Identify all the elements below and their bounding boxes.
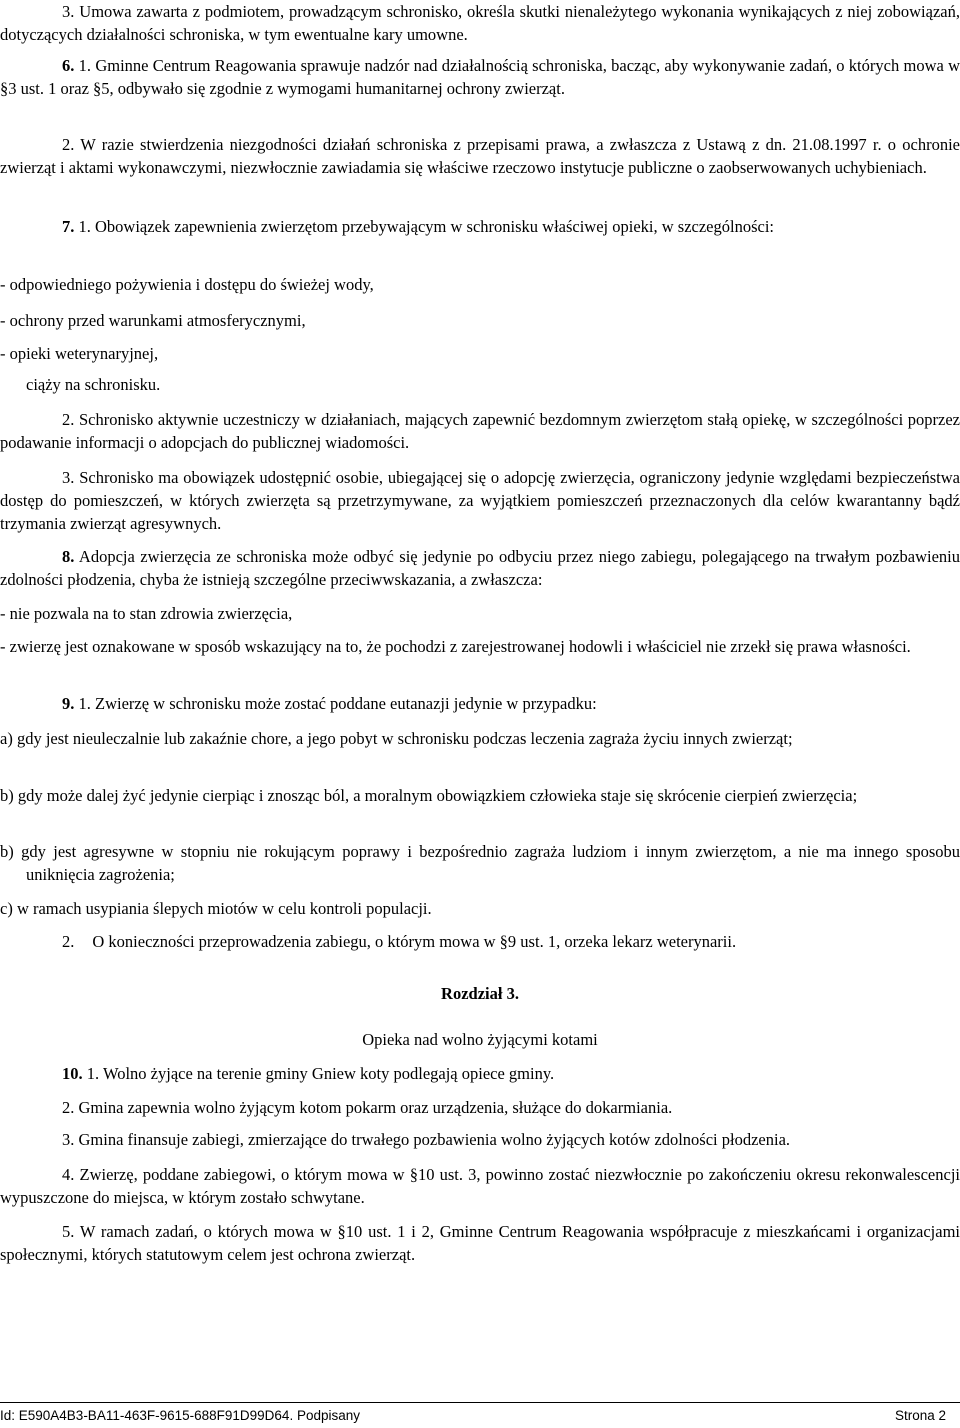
list-item: c) w ramach usypiania ślepych miotów w celu kontroli populacji.	[0, 899, 432, 918]
list-item: b) gdy jest agresywne w stopniu nie rokującym poprawy i bezpośrednio zagraża ludziom i innym zwierzętom, a nie ma innego sposobu uniknięcia zagrożenia;	[0, 842, 960, 884]
chapter-subtitle: Opieka nad wolno żyjącymi kotami	[362, 1030, 598, 1049]
list-item: - zwierzę jest oznakowane w sposób wskazujący na to, że pochodzi z zarejestrowanej hodowli i właściciel nie zrzekł się prawa własności.	[0, 637, 911, 656]
section-10-paragraph-4: 4. Zwierzę, poddane zabiegowi, o którym mowa w §10 ust. 3, powinno zostać niezwłocznie po zakończeniu okresu rekonwalescencji wypuszczone do miejsca, w którym zostało schwytane.	[0, 1165, 960, 1207]
list-item: - opieki weterynaryjnej,	[0, 344, 159, 363]
section-6-paragraph-2: 2. W razie stwierdzenia niezgodności działań schroniska z przepisami prawa, a zwłaszcza z Ustawą z dn. 21.08.1997 r. o ochronie zwierząt i aktami wykonawczymi, niezwłocznie zawiadamia się właściwe rzeczowo instytucje publiczne o zaobserwowanych uchybieniach.	[0, 135, 960, 177]
section-number: 9.	[62, 694, 75, 713]
list-tail: ciąży na schronisku.	[26, 375, 161, 394]
list-item: - ochrony przed warunkami atmosferycznymi,	[0, 311, 306, 330]
section-10-paragraph-5: 5. W ramach zadań, o których mowa w §10 ust. 1 i 2, Gminne Centrum Reagowania współpracuje z mieszkańcami i organizacjami społecznymi, których statutowym celem jest ochrona zwierząt.	[0, 1222, 960, 1264]
footer-divider	[0, 1402, 960, 1403]
section-8-paragraph-1: 8. Adopcja zwierzęcia ze schroniska może odbyć się jedynie po odbyciu przez niego zabiegu, polegającego na trwałym pozbawieniu zdolności płodzenia, chyba że istnieją szczególne przeciwwskazania, a zwłaszcza:	[0, 547, 960, 589]
section-number: 7.	[62, 217, 75, 236]
section-10-paragraph-1: 10. 1. Wolno żyjące na terenie gminy Gniew koty podlegają opiece gminy.	[62, 1064, 555, 1083]
document-id: Id: E590A4B3-BA11-463F-9615-688F91D99D64. Podpisany	[0, 1408, 360, 1423]
chapter-title: Rozdział 3.	[441, 984, 519, 1003]
list-item: b) gdy może dalej żyć jedynie cierpiąc i znosząc ból, a moralnym obowiązkiem człowieka staje się skrócenie cierpień zwierzęcia;	[0, 786, 858, 805]
section-9-paragraph-2: 2. O konieczności przeprowadzenia zabiegu, o którym mowa w §9 ust. 1, orzeka lekarz weterynarii.	[62, 932, 737, 951]
section-number: 10.	[62, 1064, 83, 1083]
paragraph-umowa: 3. Umowa zawarta z podmiotem, prowadzącym schronisko, określa skutki nienależytego wykonania wynikających z niej zobowiązań, dotyczących działalności schroniska, w tym ewentualne kary umowne.	[0, 2, 960, 44]
section-10-paragraph-2: 2. Gmina zapewnia wolno żyjącym kotom pokarm oraz urządzenia, służące do dokarmiania.	[62, 1098, 673, 1117]
section-7-paragraph-1: 7. 1. Obowiązek zapewnienia zwierzętom przebywającym w schronisku właściwej opieki, w szczególności:	[62, 217, 774, 236]
list-item: - odpowiedniego pożywienia i dostępu do świeżej wody,	[0, 275, 374, 294]
section-10-paragraph-3: 3. Gmina finansuje zabiegi, zmierzające do trwałego pozbawienia wolno żyjących kotów zdolności płodzenia.	[62, 1130, 791, 1149]
section-6-paragraph-1: 6. 1. Gminne Centrum Reagowania sprawuje nadzór nad działalnością schroniska, bacząc, aby wykonywanie zadań, o których mowa w §3 ust. 1 oraz §5, odbywało się zgodnie z wymogami humanitarnej ochrony zwierząt.	[0, 56, 960, 98]
page-number: Strona 2	[894, 1408, 946, 1423]
section-number: 8.	[62, 547, 75, 566]
section-7-paragraph-2: 2. Schronisko aktywnie uczestniczy w działaniach, mających zapewnić bezdomnym zwierzętom stałą opiekę, w szczególności poprzez podawanie informacji o adopcjach do publicznej wiadomości.	[0, 410, 960, 452]
section-7-paragraph-3: 3. Schronisko ma obowiązek udostępnić osobie, ubiegającej się o adopcję zwierzęcia, ograniczony jedynie względami bezpieczeństwa dostęp do pomieszczeń, w których zwierzęta są przetrzymywane, za wyjątkiem pomieszczeń przeznaczonych dla celów kwarantanny bądź trzymania zwierząt agresywnych.	[0, 468, 960, 533]
list-item: - nie pozwala na to stan zdrowia zwierzęcia,	[0, 604, 293, 623]
section-number: 6.	[62, 56, 75, 75]
section-9-paragraph-1: 9. 1. Zwierzę w schronisku może zostać poddane eutanazji jedynie w przypadku:	[62, 694, 597, 713]
list-item: a) gdy jest nieuleczalnie lub zakaźnie chore, a jego pobyt w schronisku podczas leczenia zagraża życiu innych zwierząt;	[0, 729, 793, 748]
